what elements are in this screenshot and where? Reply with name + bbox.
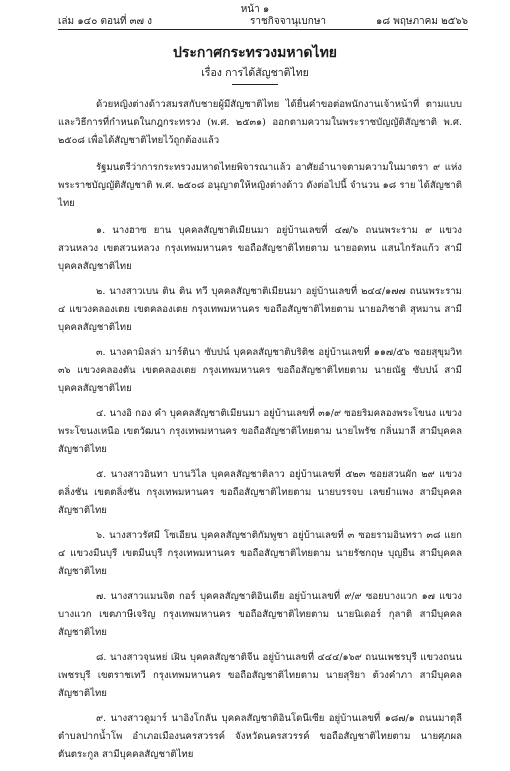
volume-issue: เล่ม ๑๔๐ ตอนที่ ๓๗ ง	[58, 16, 153, 27]
list-item: ๕. นางสาวอินทา บานวิไล บุคคลสัญชาติลาว อยู่บ้านเลขที่ ๕๒๓ ซอยสวนผัก ๒๙ แขวงตลิ่งชัน เขตตลิ่งชัน กรุงเทพมหานคร ขอถือสัญชาติไทยตาม นายบรรจบ เลขยำแพง สามีบุคคลสัญชาติไทย	[58, 469, 462, 516]
title-divider	[232, 84, 278, 85]
header-rule	[58, 29, 468, 30]
list-item: ๓. นางคามิลล่า มาร์ตินา ซับปน์ บุคคลสัญชาติบริติช อยู่บ้านเลขที่ ๑๑๗/๕๖ ซอยสุขุมวิท ๓๖ แขวงคลองตัน เขตคลองเตย กรุงเทพมหานคร ขอถือสัญชาติไทยตาม นายณัฐ ซับปน์ สามีบุคคลสัญชาติไทย	[58, 347, 462, 394]
list-item: ๙. นางสาวดูมาร์ นาอิงโกลัน บุคคลสัญชาติอินโดนีเซีย อยู่บ้านเลขที่ ๑๘๗/๑ ถนนมาตุลี ตำบลปากน้ำโพ อำเภอเมืองนครสวรรค์ จังหวัดนครสวรรค์ ขอถือสัญชาติไทยตาม นายศุภผล ตันตระกูล สามีบุคคลสัญชาติไทย	[58, 713, 462, 760]
authorization-paragraph: รัฐมนตรีว่าการกระทรวงมหาดไทยพิจารณาแล้ว อาศัยอำนาจตามความในมาตรา ๙ แห่งพระราชบัญญัติสัญชาติ พ.ศ. ๒๕๐๘ อนุญาตให้หญิงต่างด้าว ดังต่อไปนี้ จำนวน ๑๘ ราย ได้สัญชาติไทย	[58, 162, 462, 209]
gazette-header	[58, 14, 468, 28]
announcement-body	[58, 96, 462, 771]
gazette-name: ราชกิจจานุเบกษา	[250, 16, 327, 27]
publication-date: ๑๘ พฤษภาคม ๒๕๖๖	[375, 16, 468, 27]
list-item: ๔. นางอิ กอง คำ บุคคลสัญชาติเมียนมา อยู่บ้านเลขที่ ๓๑/๙ ซอยริมคลองพระโขนง แขวงพระโขนงเหนือ เขตวัฒนา กรุงเทพมหานคร ขอถือสัญชาติไทยตาม นายไพรัช กลิ่นมาลี สามีบุคคลสัญชาติไทย	[58, 408, 462, 455]
list-item: ๒. นางสาวเบน ติน ติน ทวี บุคคลสัญชาติเมียนมา อยู่บ้านเลขที่ ๒๔๔/๑๗๗ ถนนพระราม ๔ แขวงคลองเตย เขตคลองเตย กรุงเทพมหานคร ขอถือสัญชาติไทยตาม นายอภิชาติ สุหมาน สามีบุคคลสัญชาติไทย	[58, 286, 462, 333]
announcement-subject: เรื่อง การได้สัญชาติไทย	[201, 67, 309, 79]
intro-paragraph: ด้วยหญิงต่างด้าวสมรสกับชายผู้มีสัญชาติไทย ได้ยื่นคำขอต่อพนักงานเจ้าหน้าที่ ตามแบบและวิธีการที่กำหนดในกฎกระทรวง (พ.ศ. ๒๕๓๑) ออกตามความในพระราชบัญญัติสัญชาติ พ.ศ. ๒๕๐๘ เพื่อได้สัญชาติไทยไว้ถูกต้องแล้ว	[58, 99, 462, 146]
list-item: ๖. นางสาวรัศมี โซเอียน บุคคลสัญชาติกัมพูชา อยู่บ้านเลขที่ ๓ ซอยรามอินทรา ๓๘ แยก ๔ แขวงมีนบุรี เขตมีนบุรี กรุงเทพมหานคร ขอถือสัญชาติไทยตาม นายรัชกฤษ บุญยืน สามีบุคคลสัญชาติไทย	[58, 530, 462, 577]
list-item: ๗. นางสาวแมนจิต กอร์ บุคคลสัญชาติอินเดีย อยู่บ้านเลขที่ ๙/๙ ซอยบางแวก ๑๗ แขวงบางแวก เขตภาษีเจริญ กรุงเทพมหานคร ขอถือสัญชาติไทยตาม นายนิเดอร์ กุลาติ สามีบุคคลสัญชาติไทย	[58, 591, 462, 638]
list-item: ๑. นางฮาซ ยาน บุคคลสัญชาติเมียนมา อยู่บ้านเลขที่ ๔๗/๖ ถนนพระราม ๙ แขวงสวนหลวง เขตสวนหลวง กรุงเทพมหานคร ขอถือสัญชาติไทยตาม นายอดทน แสนไกรัลแก้ว สามีบุคคลสัญชาติไทย	[58, 225, 462, 272]
list-item: ๘. นางสาวจุนหย่ เฝิน บุคคลสัญชาติจีน อยู่บ้านเลขที่ ๔๔๔/๑๖๙ ถนนเพชรบุรี แขวงถนนเพชรบุรี เขตราชเทวี กรุงเทพมหานคร ขอถือสัญชาติไทยตาม นายสุริยา ต้วงคำภา สามีบุคคลสัญชาติไทย	[58, 652, 462, 699]
announcement-title: ประกาศกระทรวงมหาดไทย	[173, 45, 337, 61]
page-number: หน้า ๑	[240, 4, 270, 15]
